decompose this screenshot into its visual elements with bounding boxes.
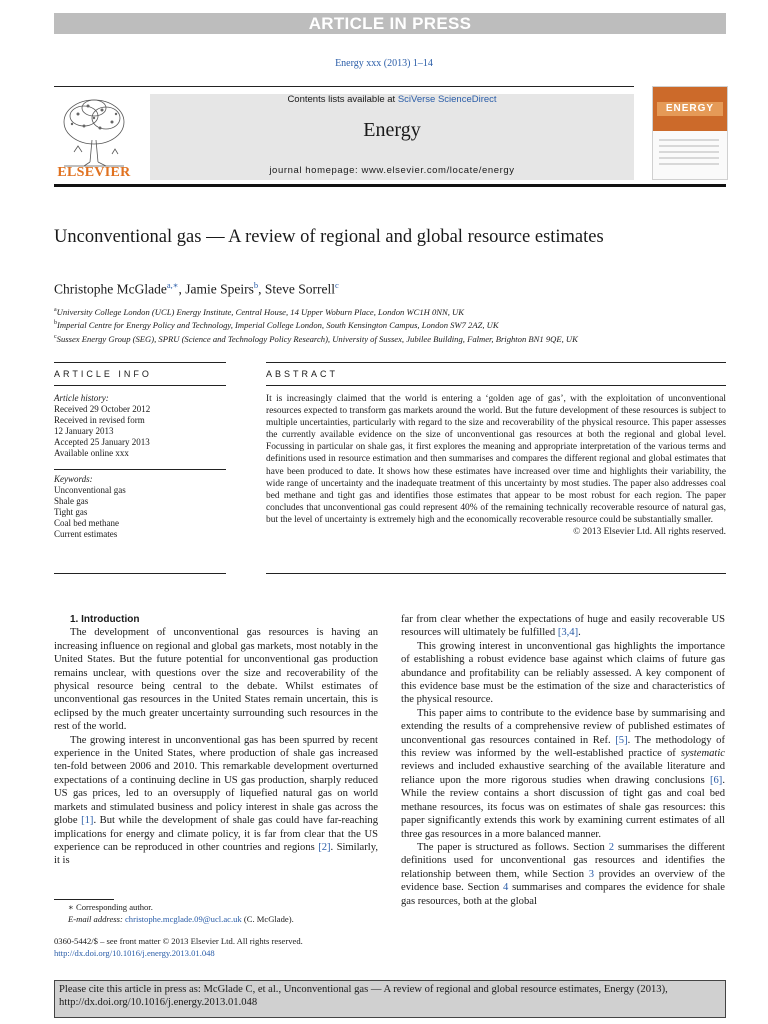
section-heading: 1. Introduction bbox=[70, 614, 140, 625]
keywords bbox=[54, 474, 226, 541]
author-affil-mark[interactable]: a,∗ bbox=[166, 280, 179, 290]
article-history bbox=[54, 393, 226, 460]
contents-line bbox=[150, 94, 634, 105]
author-affil-mark[interactable]: c bbox=[335, 280, 339, 290]
history-item: Accepted 25 January 2013 bbox=[54, 437, 150, 448]
footnote-rule bbox=[54, 899, 114, 900]
author-list bbox=[54, 280, 339, 298]
keyword: Tight gas bbox=[54, 507, 88, 518]
history-label: Article history: bbox=[54, 393, 109, 403]
history-item: 12 January 2013 bbox=[54, 426, 114, 437]
issn-line: 0360-5442/$ – see front matter © 2013 Elsevier Ltd. All rights reserved. bbox=[54, 936, 303, 946]
journal-cover-thumbnail[interactable] bbox=[652, 86, 728, 180]
paragraph bbox=[401, 707, 725, 841]
citation-box bbox=[54, 980, 726, 1018]
keyword: Shale gas bbox=[54, 496, 89, 507]
affiliation bbox=[54, 305, 578, 318]
history-item: Available online xxx bbox=[54, 448, 129, 459]
footnote bbox=[68, 902, 294, 925]
keywords-rule bbox=[54, 469, 226, 470]
history-item: Received 29 October 2012 bbox=[54, 404, 151, 415]
section-ref[interactable]: 3 bbox=[588, 868, 595, 880]
paragraph-text: The paper is structured as follows. Section bbox=[417, 841, 609, 853]
paragraph-text: . Similarly, it is bbox=[54, 841, 378, 867]
history-item: Received in revised form bbox=[54, 415, 145, 426]
affiliation-list bbox=[54, 305, 578, 345]
abstract-text: It is increasingly claimed that the world is entering a ‘golden age of gas’, with the exploitation of unconventional resources expected to transform gas markets around the world. But the future development of these resources is subject to multiple uncertainties, particularly with regard to the size and recoverability of the physical resource. This paper assesses the currently available evidence on the size of unconventional gas resources at both the regional and global level. Focussing in particular on shale gas, it first explores the meaning and appropriate interpretation of the various terms and definitions used in resource estimation and then summarises and compares the different regional and global estimates that have been produced to date. It shows how these estimates have increased over time and highlights their variability, the wide range of uncertainty and the inadequate treatment of this uncertainty by most studies. The paper also addresses coal bed methane and tight gas and identifies those estimates that appear to be most robust for each region. The paper concludes that unconventional gas could represent 40% of the remaining technically recoverable resource of natural gas, but the level of uncertainty is extremely high and the economically recoverable resource could be substantially smaller. bbox=[266, 394, 726, 525]
paragraph-text: reviews and included exhaustive searching of the available literature and reliance upon the more rigorous studies when drawing conclusions bbox=[401, 761, 725, 786]
keyword: Current estimates bbox=[54, 529, 118, 540]
paragraph-text: The development of unconventional gas resources is having an increasing influence on regional and global gas markets, most notably in the United States. But the future potential for unconventional gas production remains unclear, with questions over the size and recoverability of the physical resource being central to the debate. Whilst estimates of unconventional gas resources in the United States remain uncertain, this is eclipsed by the much greater uncertainty surrounding such resources in the rest of the world. bbox=[54, 627, 378, 733]
cover-title: ENERGY bbox=[657, 102, 723, 116]
email-tail: (C. McGlade). bbox=[241, 913, 294, 924]
abstract-rule bbox=[266, 385, 726, 386]
sciencedirect-link[interactable]: SciVerse ScienceDirect bbox=[397, 94, 497, 105]
author-name: Steve Sorrell bbox=[264, 281, 336, 297]
keyword: Unconventional gas bbox=[54, 485, 126, 496]
article-info-rule-top bbox=[54, 362, 226, 363]
abstract-rule-bottom bbox=[266, 573, 726, 574]
author-name: Christophe McGlade bbox=[54, 281, 167, 297]
paragraph-text: summarises and compares the evidence for shale gas resources, both at the global bbox=[401, 882, 725, 907]
paragraph-text: provides an overview of the evidence base. Section bbox=[401, 868, 725, 894]
affiliation-text: Imperial Centre for Energy Policy and Technology, Imperial College London, South Kensington Campus, London SW7 2AZ, UK bbox=[57, 320, 499, 331]
paragraph-text: This growing interest in unconventional gas highlights the importance of establishing a robust evidence base against which claims of future gas abundance and profitability can be reliably assessed. A key component of this evidence base must be the estimation of the size and characteristics of the physical resource. bbox=[401, 640, 725, 706]
article-info-rule bbox=[54, 385, 226, 386]
doi-link[interactable]: http://dx.doi.org/10.1016/j.energy.2013.01.048 bbox=[54, 947, 215, 958]
section-ref[interactable]: 4 bbox=[503, 882, 509, 894]
keyword: Coal bed methane bbox=[54, 518, 119, 529]
paragraph-text: The growing interest in unconventional gas has been spurred by recent experience in the United States, where production of shale gas increased ten-fold between 2006 and 2010. This remarkable development overturned expectations of a continuing decline in US gas production, sharply reduced US gas prices, led to an oversupply of liquefied natural gas on world markets and stimulated business and policy interest in shale gas across the globe bbox=[54, 734, 378, 827]
paragraph bbox=[401, 613, 725, 640]
affiliation-text: Sussex Energy Group (SEG), SPRU (Science and Technology Policy Research), University of Sussex, Jubilee Building, Falmer, Brighton BN1 9QE, UK bbox=[56, 333, 578, 344]
paragraph bbox=[401, 841, 725, 908]
citation-text: Please cite this article in press as: McGlade C, et al., Unconventional gas — A review of regional and global resource estimates, Energy (2013), http://dx.doi.org/10.1016/j.energy.2013.01.048 bbox=[59, 984, 668, 1008]
email-line bbox=[68, 914, 294, 926]
header-rule-top bbox=[54, 86, 634, 87]
paragraph bbox=[54, 734, 378, 868]
article-info-heading: ARTICLE INFO bbox=[54, 369, 152, 379]
abstract-copyright: © 2013 Elsevier Ltd. All rights reserved. bbox=[573, 527, 726, 538]
citation-ref[interactable]: [6] bbox=[709, 774, 723, 786]
corresponding-author-note: ∗ Corresponding author. bbox=[68, 902, 153, 912]
abstract-rule-top bbox=[266, 362, 726, 363]
journal-reference[interactable]: Energy xxx (2013) 1–14 bbox=[335, 58, 433, 69]
contents-prefix: Contents lists available at bbox=[287, 94, 398, 105]
affiliation bbox=[54, 332, 578, 345]
paragraph bbox=[54, 626, 378, 733]
article-in-press-banner: ARTICLE IN PRESS bbox=[54, 13, 726, 34]
abstract-heading: ABSTRACT bbox=[266, 369, 339, 379]
paragraph-text: far from clear whether the expectations of huge and easily recoverable US resources will ultimately be fulfilled bbox=[401, 614, 725, 639]
citation-ref[interactable]: [2] bbox=[318, 841, 331, 853]
author-affil-mark[interactable]: b bbox=[253, 280, 259, 290]
paragraph-text: This paper aims to contribute to the evidence base by summarising and extending the results of a comprehensive review of published estimates of unconventional gas resources contained in Ref. bbox=[401, 707, 725, 746]
article-title: Unconventional gas — A review of regional and global resource estimates bbox=[54, 227, 604, 247]
paragraph-text: . While the review contains a short discussion of tight gas and coal bed methane resources, its focus was on estimates of shale gas resources: this paper significantly extends this work by examining current estimates of all three gas resources in a more balanced manner. bbox=[401, 774, 725, 840]
email-link[interactable]: christophe.mcglade.09@ucl.ac.uk bbox=[124, 913, 242, 924]
section-ref[interactable]: 2 bbox=[608, 841, 615, 853]
affiliation-text: University College London (UCL) Energy Institute, Central House, 14 Upper Woburn Place, London WC1H 0NN, UK bbox=[56, 306, 464, 317]
elsevier-wordmark: ELSEVIER bbox=[57, 165, 131, 180]
abstract-body bbox=[266, 393, 726, 538]
journal-homepage[interactable]: journal homepage: www.elsevier.com/locate/energy bbox=[269, 165, 515, 176]
issn-block bbox=[54, 936, 303, 959]
body-left-column bbox=[54, 613, 378, 868]
paragraph-text: summarises the different definitions used for unconventional gas resources and identifies the relationship between them, while Section bbox=[401, 841, 726, 880]
paragraph-text: . The methodology of this review was informed by the well-established practice of bbox=[401, 734, 725, 760]
email-label: E-mail address: bbox=[68, 913, 125, 924]
paragraph bbox=[401, 640, 725, 707]
article-info-rule-bottom bbox=[54, 573, 226, 574]
emphasis-text: systematic bbox=[680, 748, 725, 760]
citation-ref[interactable]: [3,4] bbox=[557, 627, 579, 639]
citation-ref[interactable]: [5] bbox=[615, 734, 628, 746]
cover-lines bbox=[659, 139, 719, 169]
header-rule-bottom bbox=[54, 184, 726, 187]
journal-name: Energy bbox=[363, 119, 421, 141]
paragraph-text: . bbox=[578, 627, 581, 639]
affiliation-mark: a bbox=[54, 307, 57, 313]
body-right-column bbox=[401, 613, 725, 908]
affiliation bbox=[54, 318, 578, 331]
author-name: Jamie Speirs bbox=[185, 281, 254, 297]
citation-ref[interactable]: [1] bbox=[81, 815, 94, 827]
author-separator: , bbox=[258, 281, 265, 297]
keywords-label: Keywords: bbox=[54, 474, 93, 484]
author-separator: , bbox=[178, 281, 186, 297]
affiliation-mark: c bbox=[54, 333, 57, 340]
affiliation-mark: b bbox=[54, 320, 57, 327]
paragraph-text: . But while the development of shale gas could have far-reaching implications for energy and climate policy, it is far from clear that the US experience can be reproduced in other countries and regions bbox=[54, 815, 379, 853]
